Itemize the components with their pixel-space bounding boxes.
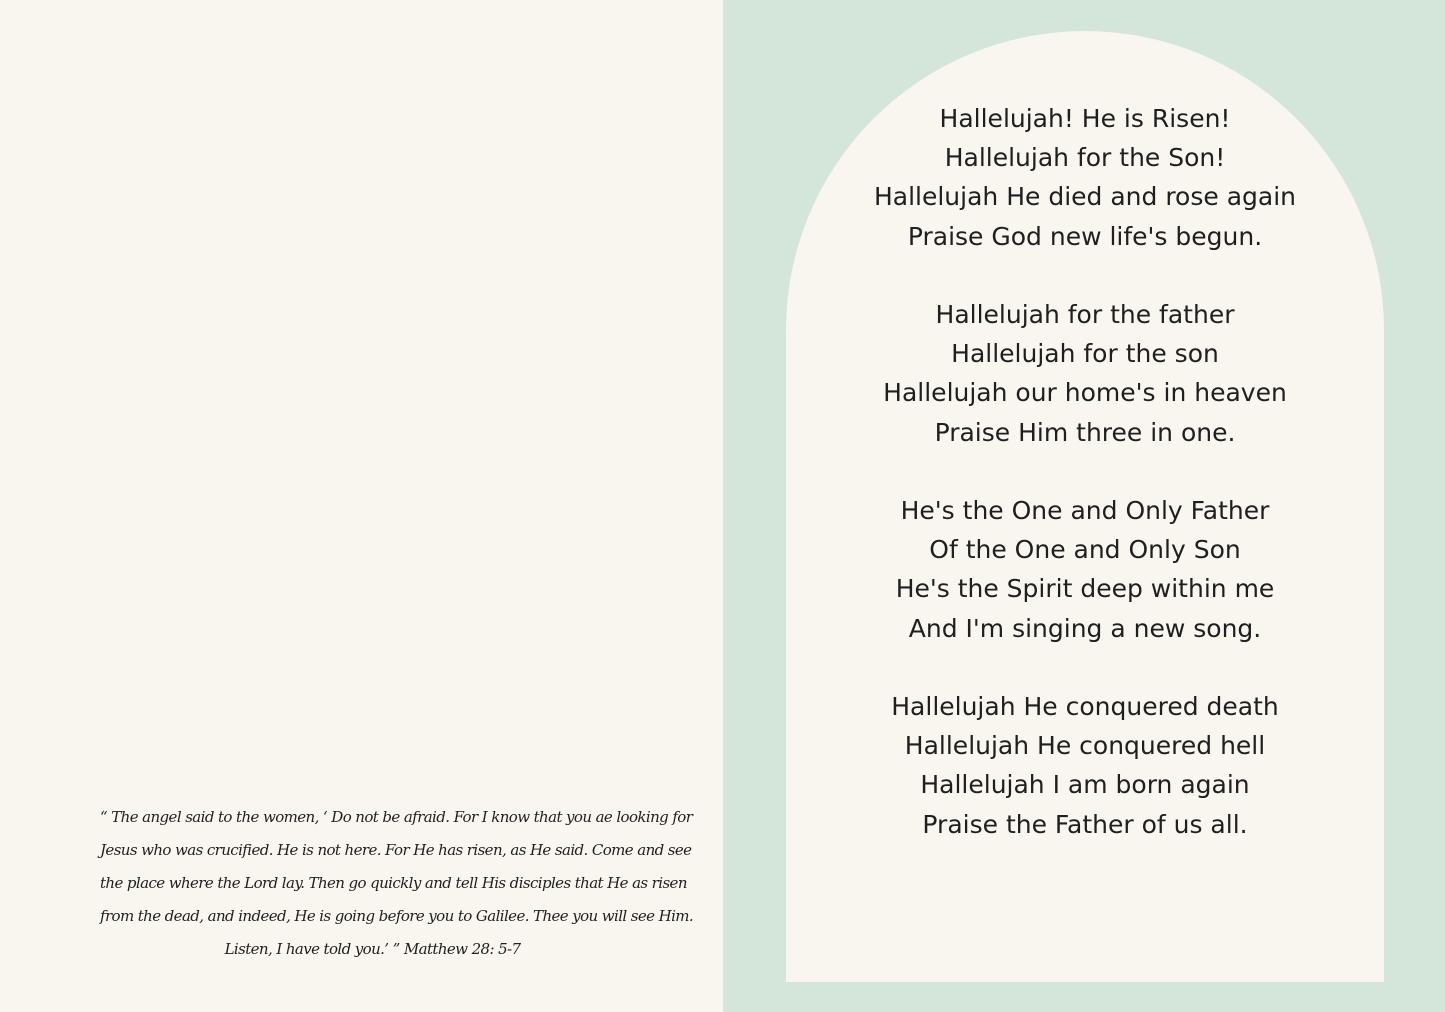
poem-line: Hallelujah He conquered hell bbox=[904, 731, 1266, 761]
quote-line: from the dead, and indeed, He is going before you to Galilee. Thee you will see Him. bbox=[100, 907, 694, 925]
poem-line: Hallelujah He died and rose again bbox=[873, 182, 1297, 212]
poem-stanza bbox=[786, 99, 1384, 256]
right-page bbox=[723, 0, 1445, 1012]
poem-line: He's the Spirit deep within me bbox=[895, 574, 1275, 604]
poem-line: Hallelujah for the son bbox=[951, 339, 1219, 369]
poem-line: He's the One and Only Father bbox=[900, 496, 1270, 525]
poem-line: Hallelujah He conquered death bbox=[891, 692, 1279, 721]
poem-line: And I'm singing a new song. bbox=[908, 613, 1262, 643]
poem-stanza bbox=[786, 687, 1384, 844]
poem-line: Hallelujah for the Son! bbox=[944, 143, 1226, 173]
quote-line: Listen, I have told you.’ ” Matthew 28: 5-7 bbox=[224, 940, 521, 958]
poem bbox=[786, 99, 1384, 844]
quote-line: Jesus who was crucified. He is not here. For He has risen, as He said. Come and see bbox=[100, 841, 692, 859]
poem-line: Of the One and Only Son bbox=[929, 535, 1241, 565]
scripture-quote bbox=[100, 801, 694, 966]
poem-stanza bbox=[786, 491, 1384, 648]
poem-line: Hallelujah I am born again bbox=[920, 770, 1250, 800]
poem-line: Praise God new life's begun. bbox=[907, 221, 1263, 251]
poem-line: Hallelujah! He is Risen! bbox=[939, 104, 1231, 133]
poem-stanza bbox=[786, 295, 1384, 452]
poem-line: Praise the Father of us all. bbox=[922, 809, 1248, 839]
quote-line: “ The angel said to the women, ‘ Do not be afraid. For I know that you ae looking for bbox=[100, 808, 693, 826]
poem-line: Hallelujah our home's in heaven bbox=[883, 378, 1287, 408]
quote-line: the place where the Lord lay. Then go quickly and tell His disciples that He as risen bbox=[100, 874, 687, 892]
poem-line: Praise Him three in one. bbox=[934, 417, 1236, 447]
arch-panel bbox=[786, 31, 1384, 982]
poem-line: Hallelujah for the father bbox=[935, 300, 1235, 329]
